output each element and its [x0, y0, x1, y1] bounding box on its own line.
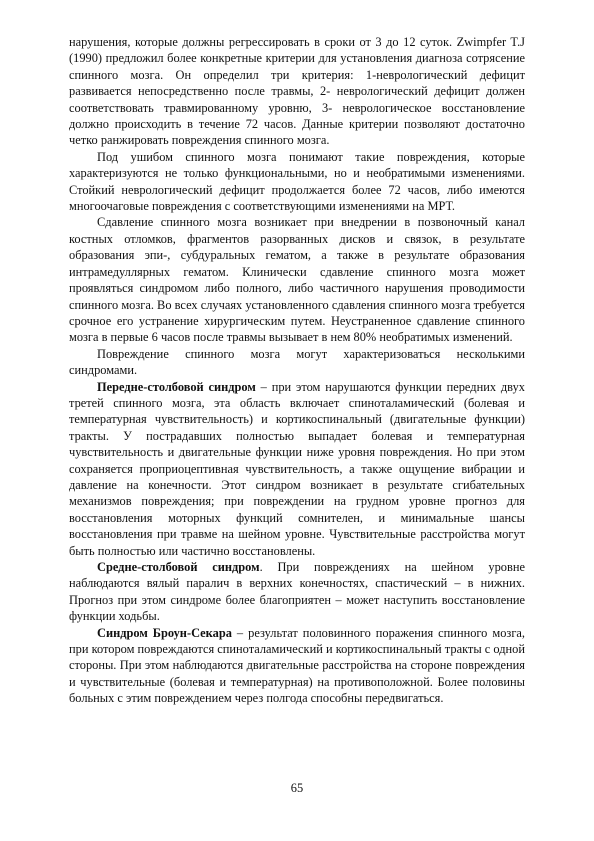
- syndrome-term: Синдром Броун-Секара: [97, 625, 232, 640]
- paragraph-text: Под ушибом спинного мозга понимают такие повреждения, которые характеризуются не только функциональными, но и необратимыми изменениями. Стойкий неврологический дефицит продолжается более 72 часов, либо имеются многоочаговые повреждения с соответствующими изменениями на МРТ.: [69, 149, 525, 214]
- page-number: 65: [290, 781, 304, 795]
- paragraph-text: – при этом нарушаются функции передних двух третей спинного мозга, эта область включает спиноталамический (болевая и температурная чувствительность) и кортикоспинальный (двигательные функции) тракты. У пострадавших полностью выпадает болевая и температурная чувствительность и двигательные функции ниже уровня повреждения. Но при этом сохраняется проприоцептивная чувствительность, а также ощущение вибрации и давление на конечности. Этот синдром возникает в результате сгибательных механизмов повреждения; при повреждении на грудном уровне прогноз для восстановления моторных функций сомнителен, и минимальные шансы восстановления при травме на шейном уровне. Чувствительные расстройства могут быть полностью или частично восстановлены.: [69, 379, 525, 558]
- paragraph-central-cord-syndrome: [69, 559, 525, 625]
- paragraph-text: . При повреждениях на шейном уровне наблюдаются вялый паралич в верхних конечностях, спастический – в нижних. Прогноз при этом синдроме более благоприятен – может наступить восстановление функции ходьбы.: [69, 560, 525, 624]
- paragraph-anterior-cord-syndrome: [69, 379, 525, 559]
- paragraph-syndromes-intro: [69, 346, 525, 379]
- paragraph-text: – результат половинного поражения спинного мозга, при котором повреждаются спиноталамический и кортикоспинальный тракты с одной стороны. При этом наблюдаются двигательные расстройства на стороне повреждения и чувствительные (болевая и температурная) на противоположной. Более половины больных с этим повреждением через полгода способны передвигаться.: [69, 625, 525, 706]
- paragraph-concussion-criteria: [69, 34, 525, 149]
- paragraph-compression: [69, 214, 525, 345]
- paragraph-contusion: [69, 149, 525, 215]
- paragraph-text: нарушения, которые должны регрессировать в сроки от 3 до 12 суток. Zwimpfer T.J (1990) предложил более конкретные критерии для установления диагноза сотрясение спинного мозга. Он определил три критерия: 1-неврологический дефицит развивается непосредственно после травмы, 2- неврологический дефицит должен соответствовать травмированному уровню, 3- неврологическое восстановление должно происходить в течение 72 часов. Данные критерии позволяют достаточно четко ранжировать повреждения спинного мозга.: [69, 35, 525, 148]
- syndrome-term: Передне-столбовой синдром: [97, 379, 256, 394]
- document-page: [69, 34, 525, 707]
- paragraph-text: Повреждение спинного мозга могут характеризоваться несколькими синдромами.: [69, 346, 525, 378]
- syndrome-term: Средне-столбовой синдром: [97, 560, 260, 574]
- paragraph-text: Сдавление спинного мозга возникает при внедрении в позвоночный канал костных отломков, фрагментов разорванных дисков и связок, в результате образования эпи-, субдуральных гематом, а также в результате образования интрамедуллярных гематом. Клинически сдавление спинного мозга может проявляться синдромом либо полного, либо частичного нарушения проводимости спинного мозга. Во всех случаях установленного сдавления спинного мозга требуется срочное его устранение хирургическим путем. Неустраненное сдавление спинного мозга в первые 6 часов после травмы вызывает в нем 80% необратимых изменений.: [69, 215, 525, 345]
- paragraph-brown-sequard-syndrome: [69, 625, 525, 707]
